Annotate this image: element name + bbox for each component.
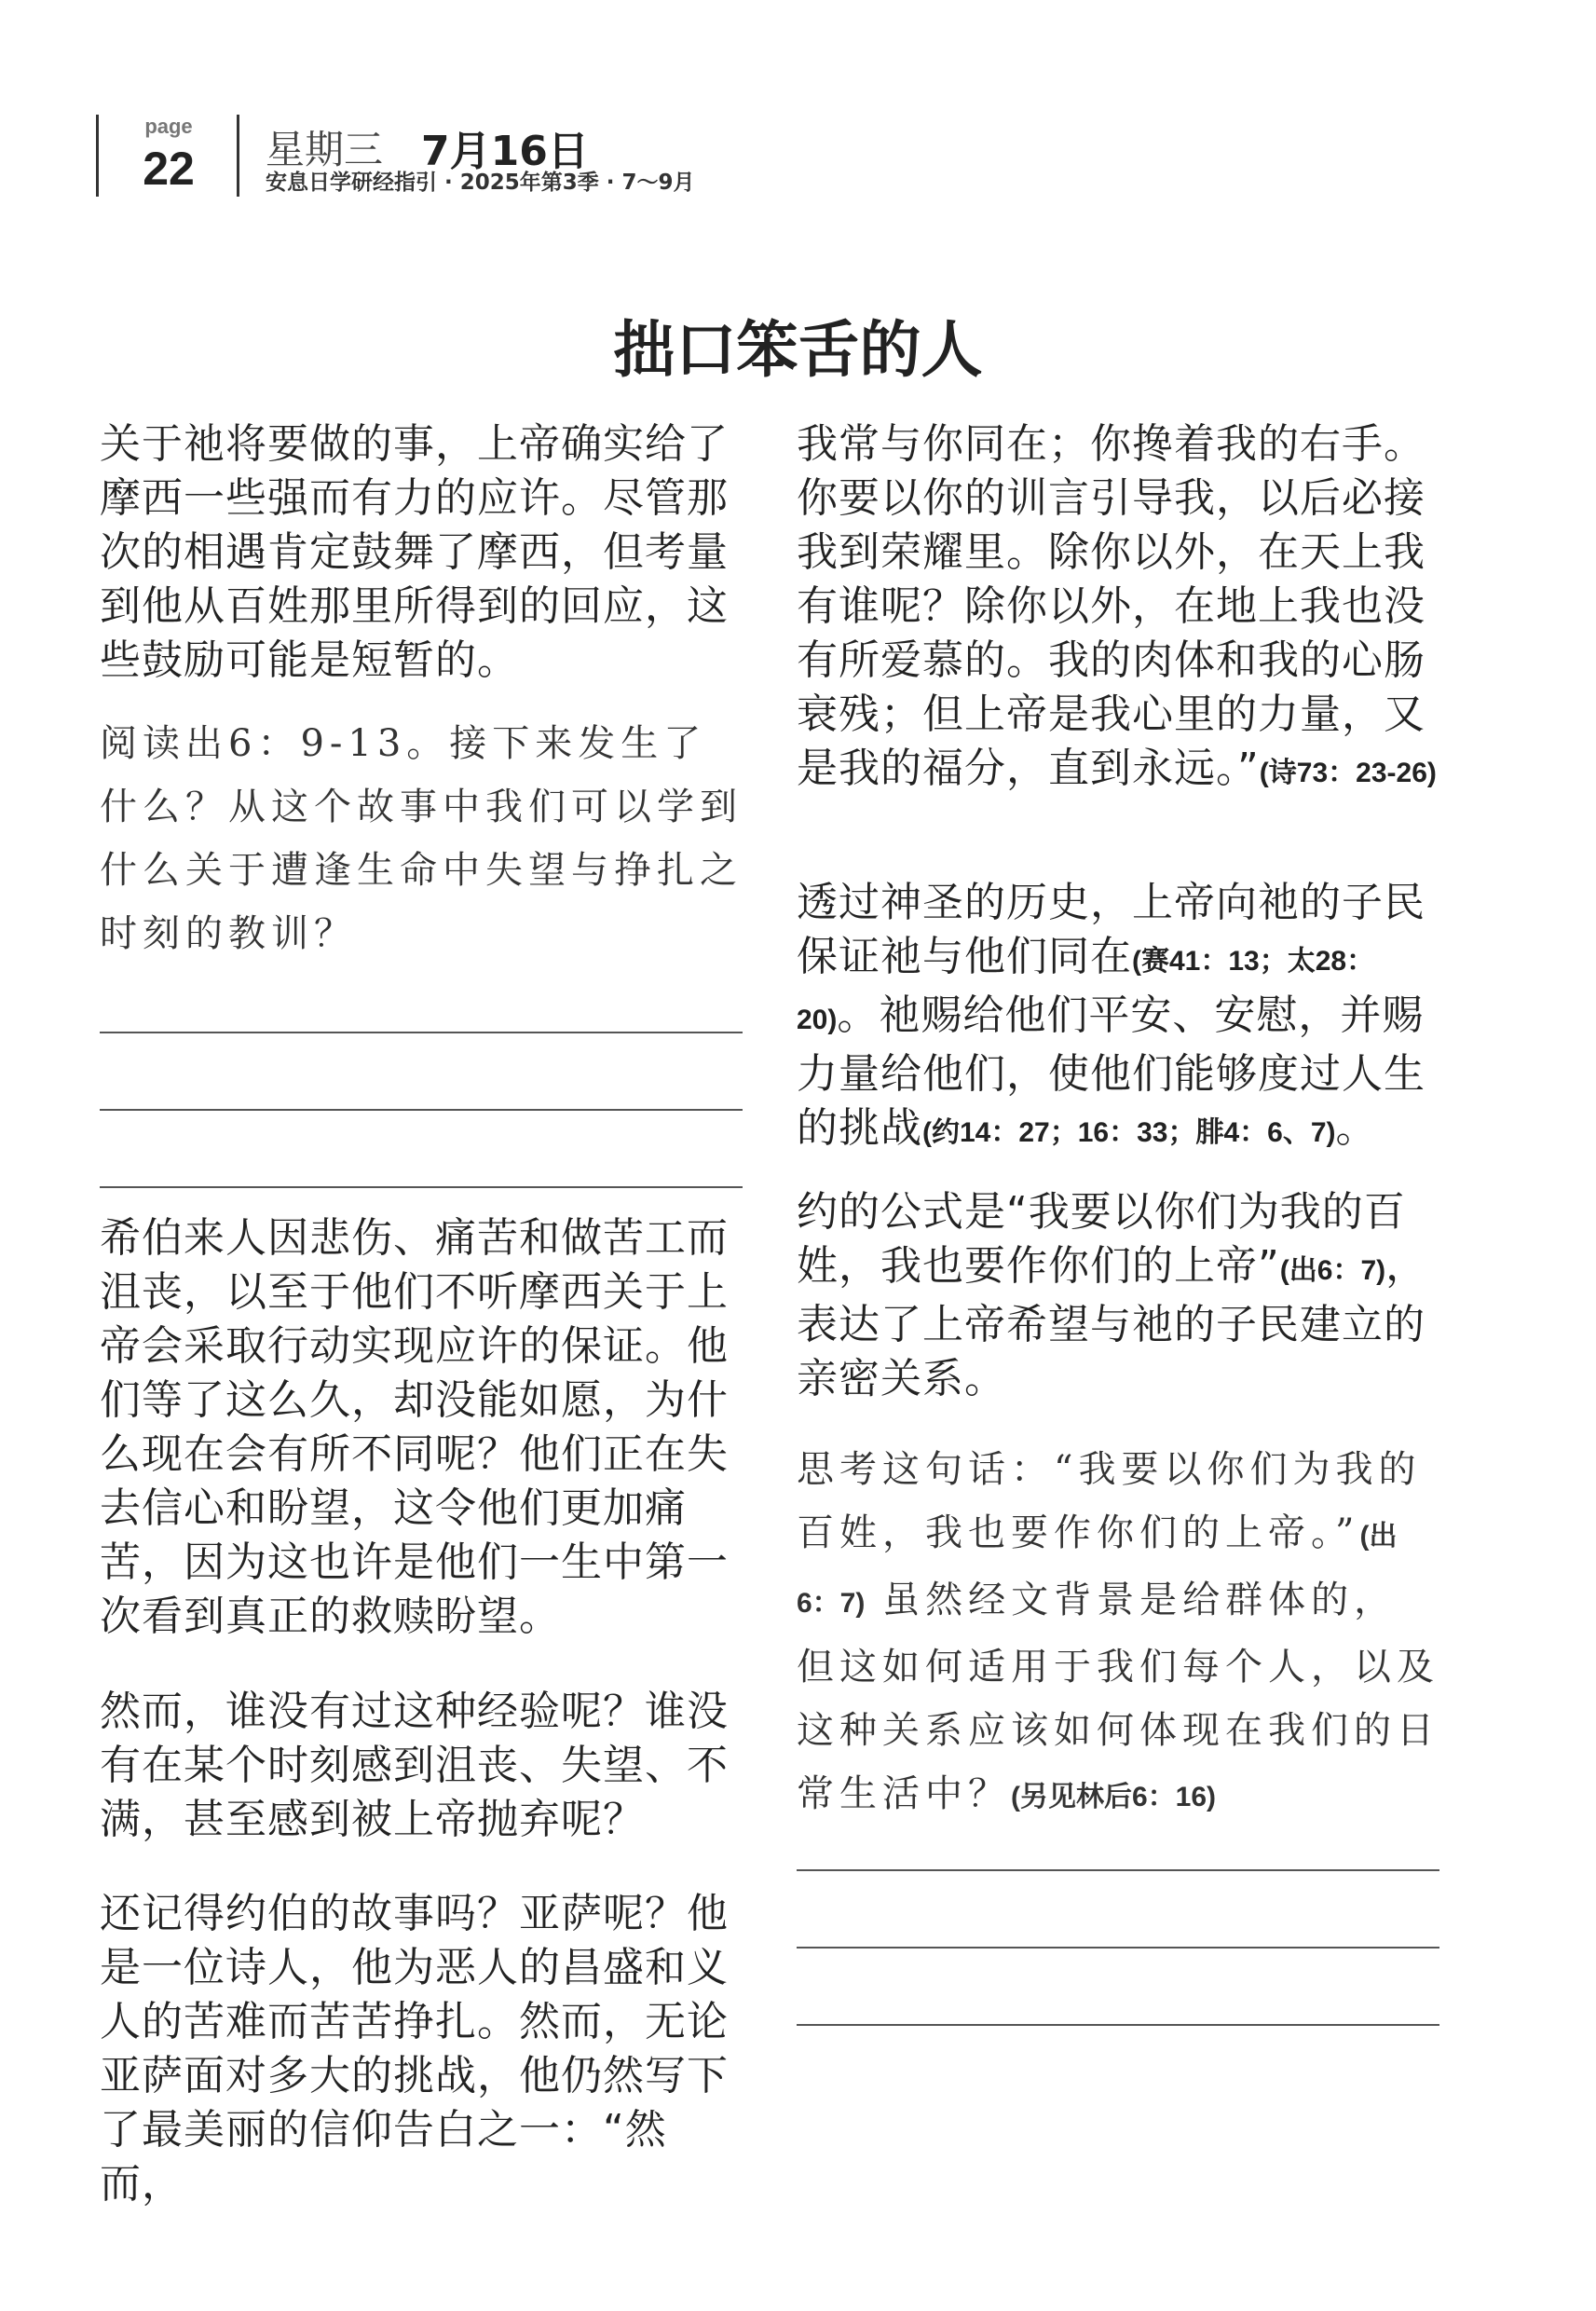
question-segment: 虽然经文背景是给群体的，但这如何适用于我们每个人，以及这种关系应该如何体现在我们的日常生活中？ [797, 1579, 1439, 1815]
scripture-ref: (出6：7) [797, 1521, 1398, 1619]
left-paragraph-1: 关于祂将要做的事，上帝确实给了摩西一些强而有力的应许。尽管那次的相遇肯定鼓舞了摩西，但考量到他从百姓那里所得到的回应，这些鼓励可能是短暂的。 [100, 420, 729, 684]
answer-line [797, 2024, 1439, 2026]
right-paragraph-3 [797, 1185, 1439, 1406]
text-segment: ，表达了上帝希望与祂的子民建立的亲密关系。 [797, 1242, 1428, 1402]
page-header [0, 0, 1596, 224]
header-divider-right [237, 115, 239, 197]
right-paragraph-2 [797, 876, 1439, 1160]
study-question-1: 阅读出6：9-13。接下来发生了什么？从这个故事中我们可以学到什么关于遭逢生命中失望与挣扎之时刻的教训？ [100, 722, 743, 955]
question-segment: 思考这句话：“我要以你们为我的百姓，我也要作你们的上帝。” [797, 1448, 1422, 1554]
answer-line [100, 1186, 743, 1188]
right-paragraph-1 [797, 417, 1439, 800]
text-segment: 。 [1335, 1104, 1378, 1152]
answer-line [100, 1032, 743, 1033]
answer-line [100, 1109, 743, 1111]
text-segment: 。祂赐给他们平安、安慰，并赐力量给他们，使他们能够度过人生的挑战 [797, 991, 1425, 1152]
left-paragraph-4: 还记得约伯的故事吗？亚萨呢？他是一位诗人，他为恶人的昌盛和义人的苦难而苦苦挣扎。然而，无论亚萨面对多大的挑战，他仍然写下了最美丽的信仰告白之一：“然而， [100, 1890, 729, 2208]
weekday: 星期三 [266, 127, 384, 172]
page-label: page [144, 115, 193, 138]
scripture-ref: (出6：7) [1279, 1255, 1386, 1286]
psalm-quote: 我常与你同在；你搀着我的右手。你要以你的训言引导我，以后必接我到荣耀里。除你以外，在天上我有谁呢？除你以外，在地上我也没有所爱慕的。我的肉体和我的心肠衰残；但上帝是我心里的力量，又是我的福分，直到永远。” [797, 420, 1425, 792]
left-paragraph-3: 然而，谁没有过这种经验呢？谁没有在某个时刻感到沮丧、失望、不满，甚至感到被上帝抛弃呢？ [100, 1688, 729, 1843]
left-paragraph-2: 希伯来人因悲伤、痛苦和做苦工而沮丧，以至于他们不听摩西关于上帝会采取行动实现应许的保证。他们等了这么久，却没能如愿，为什么现在会有所不同呢？他们正在失去信心和盼望，这令他们更加痛苦，因为这也许是他们一生中第一次看到真正的救赎盼望。 [100, 1214, 729, 1640]
answer-line [797, 1947, 1439, 1949]
study-question-2 [797, 1438, 1439, 1829]
date: 7月16日 [421, 128, 589, 175]
quarterly-subtitle: 安息日学研经指引 · 2025年第3季 · 7～9月 [266, 171, 695, 195]
header-divider-left [96, 115, 99, 197]
scripture-ref: (另见林后6：16) [1011, 1782, 1217, 1812]
answer-line [797, 1869, 1439, 1871]
scripture-ref: (诗73：23-26) [1259, 758, 1437, 788]
text-segment: 约的公式是“我要以你们为我的百姓，我也要作你们的上帝” [797, 1188, 1406, 1290]
lesson-title: 拙口笨舌的人 [613, 313, 983, 386]
scripture-ref: (约14：27；16：33；腓4：6、7) [922, 1117, 1336, 1148]
text-segment: 透过神圣的历史，上帝向祂的子民保证祂与他们同在 [797, 879, 1425, 980]
page-number: 22 [143, 143, 195, 195]
scripture-ref: (赛41：13；太28：20) [797, 946, 1375, 1035]
